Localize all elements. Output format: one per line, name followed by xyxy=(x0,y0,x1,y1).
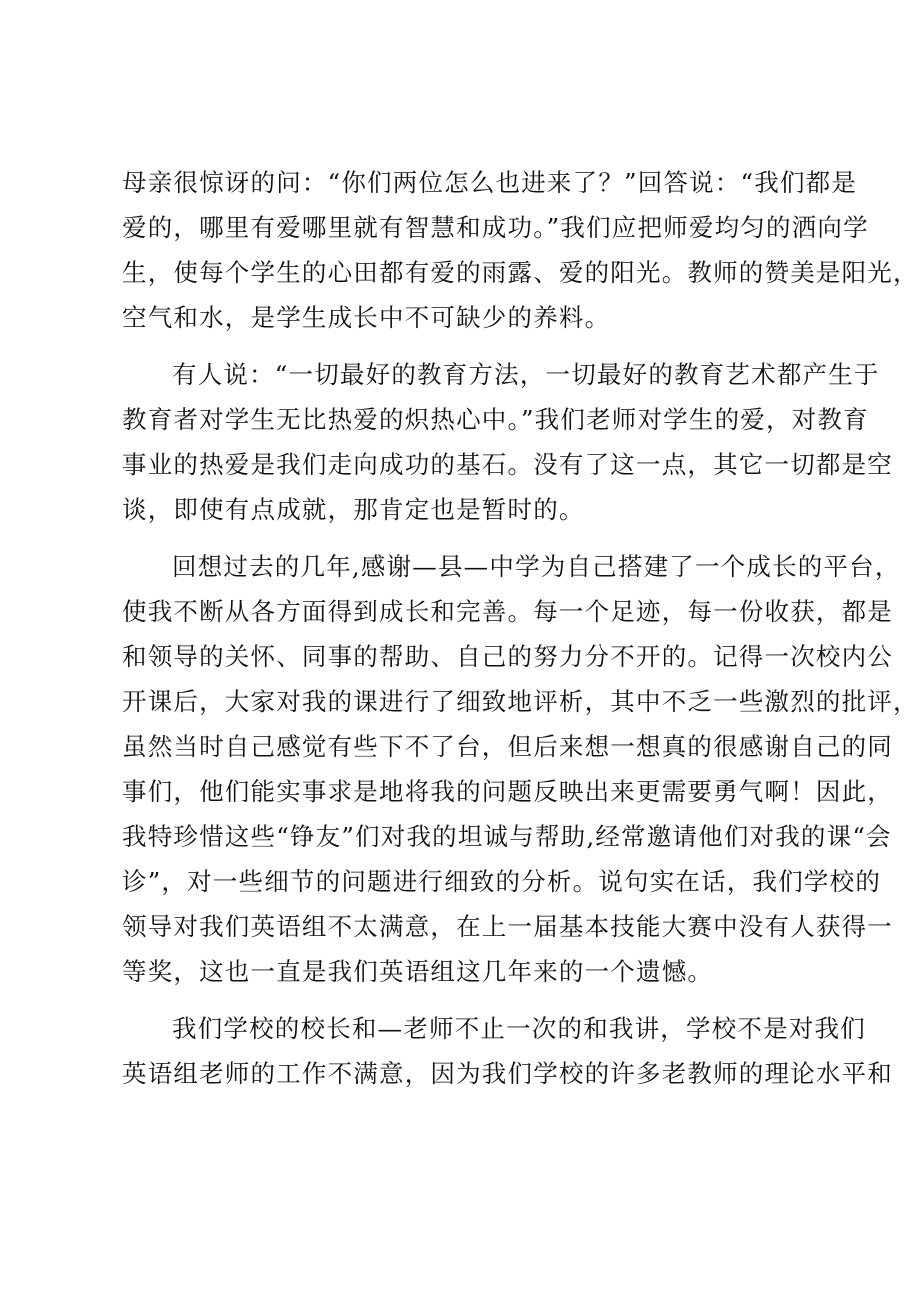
text-line: 生，使每个学生的心田都有爱的雨露、爱的阳光。教师的赞美是阳光， xyxy=(122,258,919,287)
text-line: 领导对我们英语组不太满意，在上一届基本技能大赛中没有人获得一 xyxy=(122,912,893,941)
text-line: 和领导的关怀、同事的帮助、自己的努力分不开的。记得一次校内公 xyxy=(122,642,893,671)
paragraph-first-line: 我们学校的校长和—老师不止一次的和我讲，学校不是对我们 xyxy=(172,1014,866,1043)
text-line: 开课后，大家对我的课进行了细致地评析，其中不乏一些激烈的批评， xyxy=(122,687,919,716)
text-line: 事业的热爱是我们走向成功的基石。没有了这一点，其它一切都是空 xyxy=(122,450,893,479)
text-line: 教育者对学生无比热爱的炽热心中。”我们老师对学生的爱，对教育 xyxy=(122,405,869,434)
paragraph-first-line: 回想过去的几年,感谢—县—中学为自己搭建了一个成长的平台， xyxy=(172,552,901,581)
text-line: 我特珍惜这些“铮友”们对我的坦诚与帮助,经常邀请他们对我的课“会 xyxy=(122,822,892,851)
text-line: 虽然当时自己感觉有些下不了台，但后来想一想真的很感谢自己的同 xyxy=(122,732,893,761)
text-line: 爱的，哪里有爱哪里就有智慧和成功。”我们应把师爱均匀的洒向学 xyxy=(122,213,869,242)
text-line: 空气和水，是学生成长中不可缺少的养料。 xyxy=(122,303,611,332)
text-line: 谈，即使有点成就，那肯定也是暂时的。 xyxy=(122,495,585,524)
text-line: 诊”，对一些细节的问题进行细致的分析。说句实在话，我们学校的 xyxy=(122,867,882,896)
paragraph-first-line: 有人说：“一切最好的教育方法，一切最好的教育艺术都产生于 xyxy=(172,360,880,389)
text-line: 英语组老师的工作不满意，因为我们学校的许多老教师的理论水平和 xyxy=(122,1059,893,1088)
text-line: 等奖，这也一直是我们英语组这几年来的一个遗憾。 xyxy=(122,957,714,986)
text-line: 事们，他们能实事求是地将我的问题反映出来更需要勇气啊！因此， xyxy=(122,777,893,806)
text-line: 使我不断从各方面得到成长和完善。每一个足迹，每一份收获，都是 xyxy=(122,597,893,626)
text-line: 母亲很惊讶的问：“你们两位怎么也进来了？”回答说：“我们都是 xyxy=(122,168,858,197)
